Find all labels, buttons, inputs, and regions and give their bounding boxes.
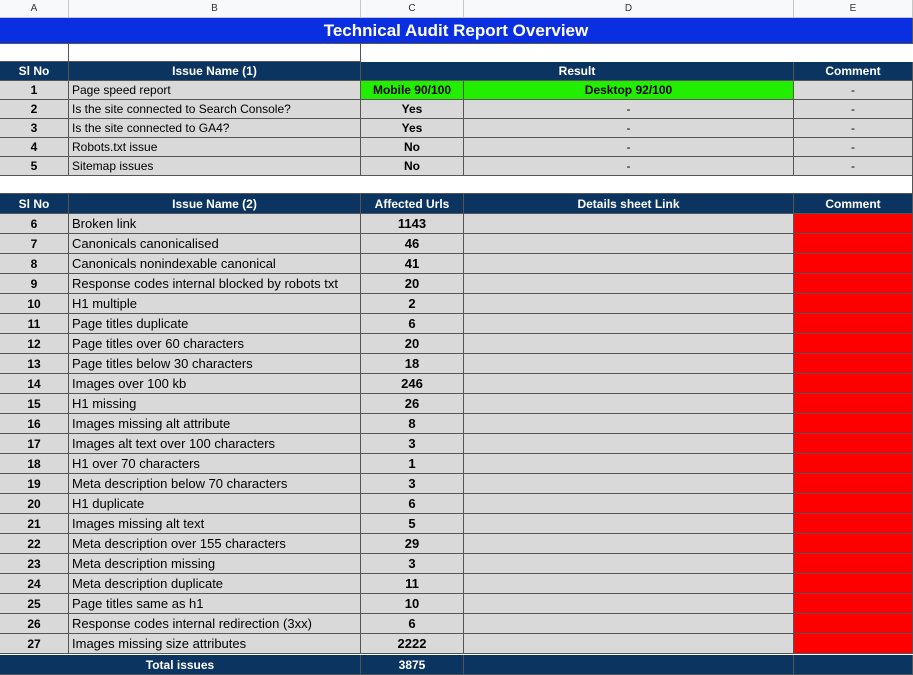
sl-number[interactable]: 19 <box>0 474 69 494</box>
comment-flag-cell[interactable] <box>794 454 913 474</box>
comment-flag-cell[interactable] <box>794 294 913 314</box>
sl-number[interactable]: 10 <box>0 294 69 314</box>
comment-flag-cell[interactable] <box>794 614 913 634</box>
result-detail[interactable]: - <box>464 100 794 119</box>
comment-flag-cell[interactable] <box>794 334 913 354</box>
section1-row <box>0 81 913 100</box>
section2-row <box>0 334 913 354</box>
comment-flag-cell[interactable] <box>794 474 913 494</box>
issue-name[interactable]: Page titles over 60 characters <box>69 334 361 354</box>
details-link-cell[interactable] <box>464 314 794 334</box>
blank-row <box>0 44 913 62</box>
issue-name[interactable]: Meta description missing <box>69 554 361 574</box>
section2-row <box>0 614 913 634</box>
issue-name[interactable]: Page titles below 30 characters <box>69 354 361 374</box>
sl-number[interactable]: 7 <box>0 234 69 254</box>
section1-sl-header[interactable]: Sl No <box>0 62 69 81</box>
details-link-cell[interactable] <box>464 214 794 234</box>
affected-urls[interactable]: 1 <box>361 454 464 474</box>
section2-row <box>0 454 913 474</box>
issue-name[interactable]: Images over 100 kb <box>69 374 361 394</box>
issue-name[interactable]: Is the site connected to GA4? <box>69 119 361 138</box>
issue-name[interactable]: Robots.txt issue <box>69 138 361 157</box>
section1-row <box>0 157 913 176</box>
section2-comment-header[interactable]: Comment <box>794 194 913 214</box>
affected-urls[interactable]: 3 <box>361 554 464 574</box>
section1-comment-header[interactable]: Comment <box>794 62 913 81</box>
comment-cell[interactable]: - <box>794 138 913 157</box>
affected-urls[interactable]: 3 <box>361 434 464 454</box>
total-row <box>0 655 913 675</box>
issue-name[interactable]: H1 over 70 characters <box>69 454 361 474</box>
total-value[interactable]: 3875 <box>361 655 464 675</box>
details-link-cell[interactable] <box>464 454 794 474</box>
comment-flag-cell[interactable] <box>794 354 913 374</box>
column-header-b[interactable]: B <box>69 0 361 18</box>
sl-number[interactable]: 26 <box>0 614 69 634</box>
details-link-cell[interactable] <box>464 294 794 314</box>
sl-number[interactable]: 3 <box>0 119 69 138</box>
section1-header-row <box>0 62 913 81</box>
sl-number[interactable]: 15 <box>0 394 69 414</box>
blank-cell[interactable] <box>0 176 913 194</box>
section2-row <box>0 514 913 534</box>
affected-urls[interactable]: 8 <box>361 414 464 434</box>
issue-name[interactable]: H1 multiple <box>69 294 361 314</box>
affected-urls[interactable]: 10 <box>361 594 464 614</box>
issue-name[interactable]: Meta description duplicate <box>69 574 361 594</box>
comment-flag-cell[interactable] <box>794 514 913 534</box>
section2-row <box>0 354 913 374</box>
comment-flag-cell[interactable] <box>794 594 913 614</box>
affected-urls[interactable]: 3 <box>361 474 464 494</box>
section2-row <box>0 434 913 454</box>
details-link-cell[interactable] <box>464 334 794 354</box>
affected-urls[interactable]: 6 <box>361 314 464 334</box>
affected-urls[interactable]: 1143 <box>361 214 464 234</box>
result-detail[interactable]: - <box>464 157 794 176</box>
sl-number[interactable]: 25 <box>0 594 69 614</box>
section2-row <box>0 394 913 414</box>
details-link-cell[interactable] <box>464 254 794 274</box>
result-value[interactable]: No <box>361 138 464 157</box>
comment-cell[interactable]: - <box>794 157 913 176</box>
section2-row <box>0 234 913 254</box>
details-link-cell[interactable] <box>464 594 794 614</box>
issue-name[interactable]: Images missing size attributes <box>69 634 361 654</box>
sl-number[interactable]: 17 <box>0 434 69 454</box>
comment-flag-cell[interactable] <box>794 634 913 654</box>
result-detail[interactable]: - <box>464 119 794 138</box>
affected-urls[interactable]: 246 <box>361 374 464 394</box>
details-link-cell[interactable] <box>464 274 794 294</box>
details-link-cell[interactable] <box>464 234 794 254</box>
section2-details-header[interactable]: Details sheet Link <box>464 194 794 214</box>
column-header-e[interactable]: E <box>794 0 913 18</box>
blank-cell[interactable] <box>0 44 69 62</box>
section2-issue-header[interactable]: Issue Name (2) <box>69 194 361 214</box>
section2-row <box>0 314 913 334</box>
comment-flag-cell[interactable] <box>794 434 913 454</box>
sl-number[interactable]: 5 <box>0 157 69 176</box>
comment-flag-cell[interactable] <box>794 274 913 294</box>
section1-row <box>0 100 913 119</box>
section1-row <box>0 119 913 138</box>
details-link-cell[interactable] <box>464 374 794 394</box>
affected-urls[interactable]: 6 <box>361 494 464 514</box>
section2-row <box>0 634 913 654</box>
affected-urls[interactable]: 29 <box>361 534 464 554</box>
comment-flag-cell[interactable] <box>794 574 913 594</box>
details-link-cell[interactable] <box>464 434 794 454</box>
comment-flag-cell[interactable] <box>794 394 913 414</box>
sl-number[interactable]: 4 <box>0 138 69 157</box>
issue-name[interactable]: Images missing alt text <box>69 514 361 534</box>
affected-urls[interactable]: 26 <box>361 394 464 414</box>
details-link-cell[interactable] <box>464 534 794 554</box>
details-link-cell[interactable] <box>464 414 794 434</box>
affected-urls[interactable]: 46 <box>361 234 464 254</box>
sl-number[interactable]: 9 <box>0 274 69 294</box>
result-detail[interactable]: Desktop 92/100 <box>464 81 794 100</box>
sl-number[interactable]: 1 <box>0 81 69 100</box>
affected-urls[interactable]: 2 <box>361 294 464 314</box>
issue-name[interactable]: Broken link <box>69 214 361 234</box>
issue-name[interactable]: Page titles duplicate <box>69 314 361 334</box>
comment-flag-cell[interactable] <box>794 414 913 434</box>
issue-name[interactable]: Page speed report <box>69 81 361 100</box>
comment-cell[interactable]: - <box>794 81 913 100</box>
sl-number[interactable]: 24 <box>0 574 69 594</box>
column-headers <box>0 0 913 18</box>
section2-row <box>0 594 913 614</box>
details-link-cell[interactable] <box>464 634 794 654</box>
sl-number[interactable]: 23 <box>0 554 69 574</box>
blank-row <box>0 176 913 194</box>
comment-cell[interactable]: - <box>794 119 913 138</box>
sl-number[interactable]: 27 <box>0 634 69 654</box>
comment-flag-cell[interactable] <box>794 234 913 254</box>
section2-row <box>0 414 913 434</box>
result-value[interactable]: No <box>361 157 464 176</box>
comment-flag-cell[interactable] <box>794 554 913 574</box>
issue-name[interactable]: Meta description below 70 characters <box>69 474 361 494</box>
sl-number[interactable]: 13 <box>0 354 69 374</box>
sl-number[interactable]: 11 <box>0 314 69 334</box>
sl-number[interactable]: 21 <box>0 514 69 534</box>
issue-name[interactable]: Sitemap issues <box>69 157 361 176</box>
section1-row <box>0 138 913 157</box>
details-link-cell[interactable] <box>464 514 794 534</box>
section2-row <box>0 374 913 394</box>
issue-name[interactable]: Images alt text over 100 characters <box>69 434 361 454</box>
result-value[interactable]: Yes <box>361 119 464 138</box>
details-link-cell[interactable] <box>464 494 794 514</box>
details-link-cell[interactable] <box>464 474 794 494</box>
section2-row <box>0 214 913 234</box>
sl-number[interactable]: 20 <box>0 494 69 514</box>
sl-number[interactable]: 2 <box>0 100 69 119</box>
blank-cell[interactable] <box>69 44 361 62</box>
sl-number[interactable]: 22 <box>0 534 69 554</box>
section2-header-row <box>0 194 913 214</box>
issue-name[interactable]: Canonicals nonindexable canonical <box>69 254 361 274</box>
section1-issue-header[interactable]: Issue Name (1) <box>69 62 361 81</box>
comment-flag-cell[interactable] <box>794 214 913 234</box>
sl-number[interactable]: 12 <box>0 334 69 354</box>
total-details-cell[interactable] <box>464 655 794 675</box>
sl-number[interactable]: 14 <box>0 374 69 394</box>
issue-name[interactable]: Response codes internal blocked by robots txt <box>69 274 361 294</box>
issue-name[interactable]: Is the site connected to Search Console? <box>69 100 361 119</box>
sl-number[interactable]: 16 <box>0 414 69 434</box>
issue-name[interactable]: Page titles same as h1 <box>69 594 361 614</box>
total-label[interactable]: Total issues <box>0 655 361 675</box>
section2-row <box>0 554 913 574</box>
comment-flag-cell[interactable] <box>794 314 913 334</box>
issue-name[interactable]: Meta description over 155 characters <box>69 534 361 554</box>
title-row <box>0 18 913 44</box>
issue-name[interactable]: H1 missing <box>69 394 361 414</box>
section2-urls-header[interactable]: Affected Urls <box>361 194 464 214</box>
details-link-cell[interactable] <box>464 354 794 374</box>
result-detail[interactable]: - <box>464 138 794 157</box>
affected-urls[interactable]: 5 <box>361 514 464 534</box>
section2-row <box>0 294 913 314</box>
sl-number[interactable]: 18 <box>0 454 69 474</box>
issue-name[interactable]: Canonicals canonicalised <box>69 234 361 254</box>
section2-row <box>0 494 913 514</box>
section2-row <box>0 574 913 594</box>
column-header-d[interactable]: D <box>464 0 794 18</box>
affected-urls[interactable]: 20 <box>361 274 464 294</box>
section2-row <box>0 254 913 274</box>
section2-row <box>0 534 913 554</box>
total-comment-cell[interactable] <box>794 655 913 675</box>
affected-urls[interactable]: 2222 <box>361 634 464 654</box>
sl-number[interactable]: 8 <box>0 254 69 274</box>
report-title[interactable]: Technical Audit Report Overview <box>0 18 913 44</box>
issue-name[interactable]: H1 duplicate <box>69 494 361 514</box>
affected-urls[interactable]: 11 <box>361 574 464 594</box>
details-link-cell[interactable] <box>464 614 794 634</box>
affected-urls[interactable]: 20 <box>361 334 464 354</box>
details-link-cell[interactable] <box>464 554 794 574</box>
comment-flag-cell[interactable] <box>794 254 913 274</box>
affected-urls[interactable]: 6 <box>361 614 464 634</box>
section2-row <box>0 274 913 294</box>
result-value[interactable]: Mobile 90/100 <box>361 81 464 100</box>
result-value[interactable]: Yes <box>361 100 464 119</box>
comment-flag-cell[interactable] <box>794 494 913 514</box>
affected-urls[interactable]: 18 <box>361 354 464 374</box>
details-link-cell[interactable] <box>464 394 794 414</box>
column-header-a[interactable]: A <box>0 0 69 18</box>
section2-sl-header[interactable]: Sl No <box>0 194 69 214</box>
comment-flag-cell[interactable] <box>794 534 913 554</box>
affected-urls[interactable]: 41 <box>361 254 464 274</box>
column-header-c[interactable]: C <box>361 0 464 18</box>
section1-result-header[interactable]: Result <box>361 62 794 81</box>
issue-name[interactable]: Response codes internal redirection (3xx) <box>69 614 361 634</box>
section2-row <box>0 474 913 494</box>
issue-name[interactable]: Images missing alt attribute <box>69 414 361 434</box>
comment-cell[interactable]: - <box>794 100 913 119</box>
comment-flag-cell[interactable] <box>794 374 913 394</box>
sl-number[interactable]: 6 <box>0 214 69 234</box>
details-link-cell[interactable] <box>464 574 794 594</box>
